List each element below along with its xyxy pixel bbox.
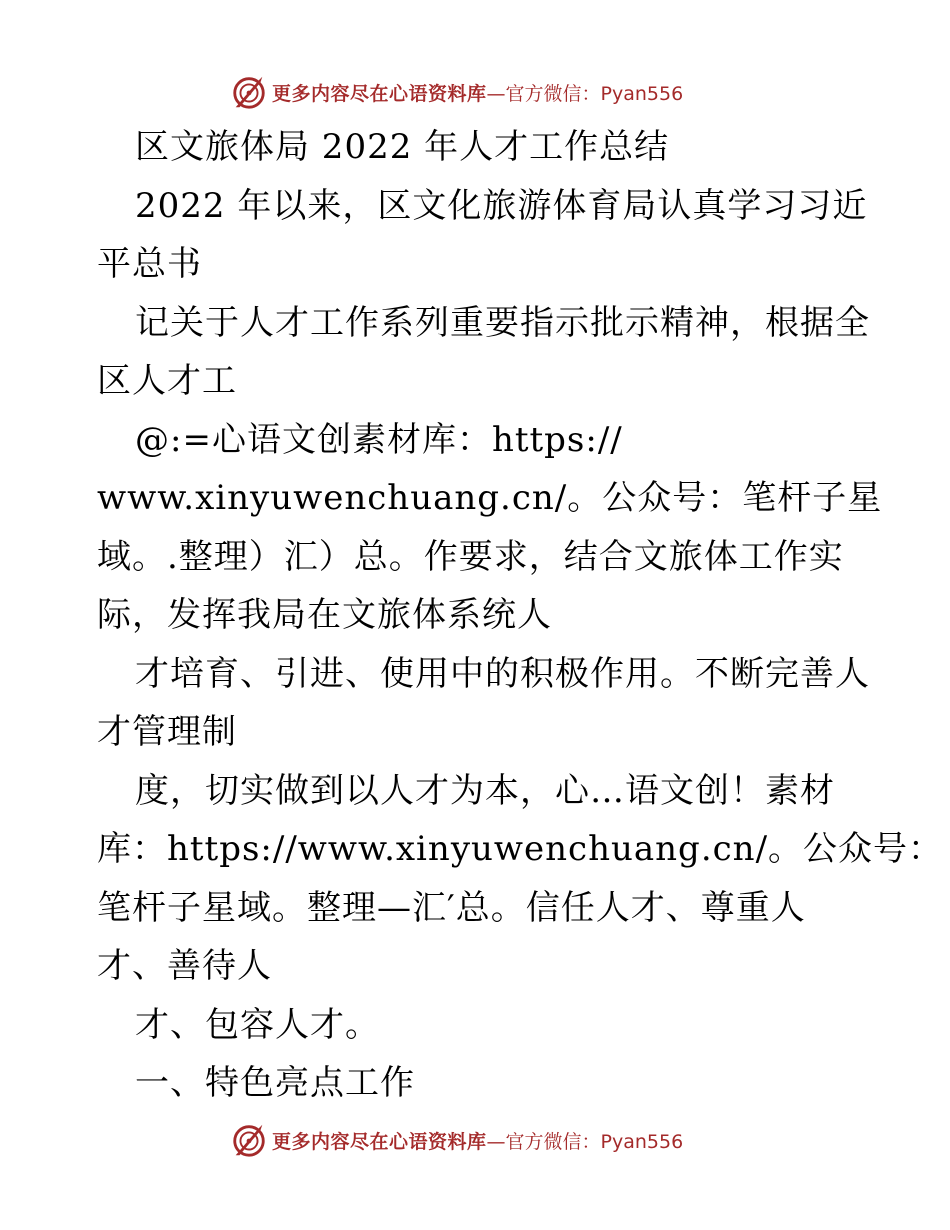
text-line: @:=心语文创素材库：https:// — [135, 419, 623, 460]
footer-watermark — [230, 1118, 683, 1162]
text-line: 才管理制 — [97, 712, 237, 752]
text-line: 2022 年以来，区文化旅游体育局认真学习习近 — [135, 185, 868, 226]
text-line: 才、善待人 — [97, 946, 272, 986]
watermark-sub-text: —官方微信：Pyan556 — [486, 82, 684, 105]
text-line: 记关于人才工作系列重要指示批示精神，根据全 — [135, 302, 870, 343]
section-heading: 一、特色亮点工作 — [135, 1063, 415, 1103]
text-line: 区人才工 — [97, 361, 237, 401]
watermark-main-text: 更多内容尽在心语资料库 — [272, 82, 487, 105]
text-line: 际，发挥我局在文旅体系统人 — [97, 595, 552, 635]
text-line: 才培育、引进、使用中的积极作用。不断完善人 — [135, 653, 870, 694]
quill-pen-seal-icon — [230, 73, 268, 111]
watermark-sub-text: —官方微信：Pyan556 — [486, 1130, 684, 1153]
text-line: 度，切实做到以人才为本，心…语文创！素材 — [135, 770, 835, 811]
text-line: 笔杆子星域。整理—汇′总。信任人才、尊重人 — [97, 887, 806, 928]
text-line: 域。.整理）汇）总。作要求，结合文旅体工作实 — [97, 536, 844, 577]
watermark-main-text: 更多内容尽在心语资料库 — [272, 1130, 487, 1153]
header-watermark — [230, 70, 683, 114]
text-line: 库：https://www.xinyuwenchuang.cn/。公众号： — [97, 829, 944, 869]
text-line: 才、包容人才。 — [135, 1004, 380, 1045]
document-body — [97, 118, 944, 1113]
quill-pen-seal-icon — [230, 1121, 268, 1159]
text-line: 平总书 — [97, 244, 202, 284]
document-title: 区文旅体局 2022 年人才工作总结 — [135, 127, 670, 167]
text-line: www.xinyuwenchuang.cn/。公众号：笔杆子星 — [97, 478, 883, 518]
